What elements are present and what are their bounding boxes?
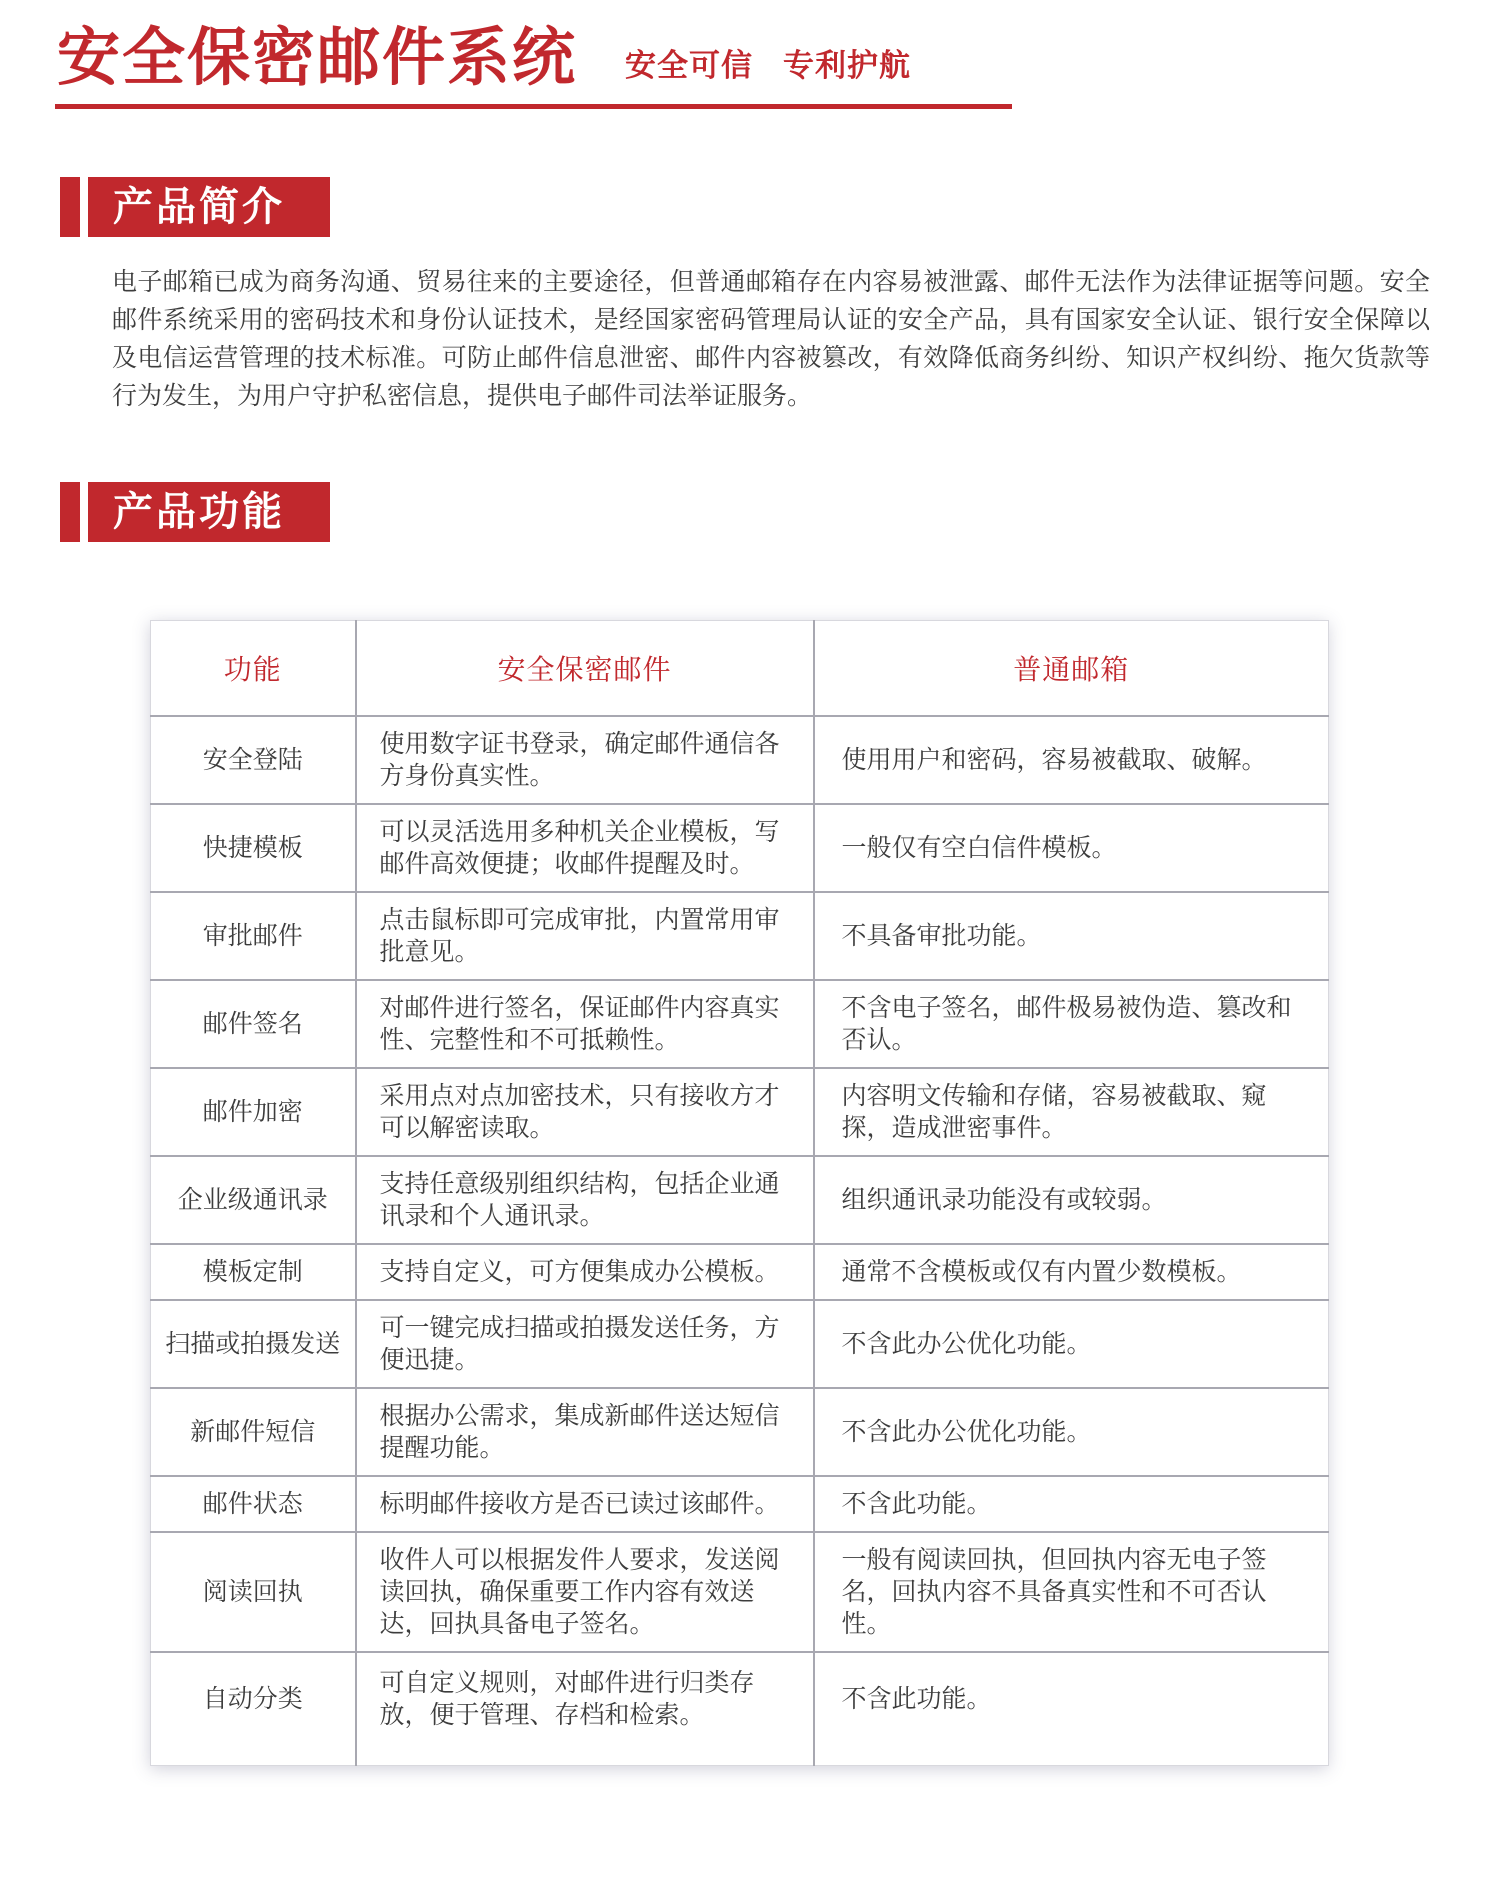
secure-mail-cell: 支持自定义，可方便集成办公模板。 bbox=[356, 1244, 814, 1300]
table-row bbox=[151, 980, 1329, 1068]
title-underline-divider bbox=[55, 104, 1012, 109]
section-heading-intro: 产品简介 bbox=[88, 177, 330, 237]
page-subtitle bbox=[625, 40, 911, 85]
secure-mail-cell: 标明邮件接收方是否已读过该邮件。 bbox=[356, 1476, 814, 1532]
feature-name-cell: 自动分类 bbox=[151, 1652, 356, 1766]
feature-name-cell: 模板定制 bbox=[151, 1244, 356, 1300]
banner-accent-bar bbox=[60, 482, 80, 542]
feature-name-cell: 快捷模板 bbox=[151, 804, 356, 892]
ordinary-mail-cell: 组织通讯录功能没有或较弱。 bbox=[814, 1156, 1329, 1244]
table-row bbox=[151, 1244, 1329, 1300]
table-row bbox=[151, 1300, 1329, 1388]
table-row bbox=[151, 892, 1329, 980]
feature-comparison-table-wrap bbox=[150, 620, 1328, 1766]
subtitle-phrase-trusted: 安全可信 bbox=[625, 48, 753, 84]
feature-name-cell: 邮件加密 bbox=[151, 1068, 356, 1156]
feature-comparison-table bbox=[150, 620, 1329, 1766]
feature-name-cell: 审批邮件 bbox=[151, 892, 356, 980]
secure-mail-cell: 可以灵活选用多种机关企业模板，写邮件高效便捷；收邮件提醒及时。 bbox=[356, 804, 814, 892]
subtitle-phrase-patent: 专利护航 bbox=[783, 48, 911, 84]
ordinary-mail-cell: 不含电子签名，邮件极易被伪造、篡改和否认。 bbox=[814, 980, 1329, 1068]
table-row bbox=[151, 1532, 1329, 1652]
ordinary-mail-cell: 不含此办公优化功能。 bbox=[814, 1300, 1329, 1388]
table-row bbox=[151, 1068, 1329, 1156]
feature-name-cell: 企业级通讯录 bbox=[151, 1156, 356, 1244]
banner-accent-bar bbox=[60, 177, 80, 237]
column-header: 功能 bbox=[151, 621, 356, 716]
ordinary-mail-cell: 不具备审批功能。 bbox=[814, 892, 1329, 980]
secure-mail-cell: 可一键完成扫描或拍摄发送任务，方便迅捷。 bbox=[356, 1300, 814, 1388]
table-row bbox=[151, 1476, 1329, 1532]
secure-mail-cell: 对邮件进行签名，保证邮件内容真实性、完整性和不可抵赖性。 bbox=[356, 980, 814, 1068]
ordinary-mail-cell: 内容明文传输和存储，容易被截取、窥探，造成泄密事件。 bbox=[814, 1068, 1329, 1156]
ordinary-mail-cell: 不含此办公优化功能。 bbox=[814, 1388, 1329, 1476]
table-row bbox=[151, 716, 1329, 804]
column-header: 普通邮箱 bbox=[814, 621, 1329, 716]
ordinary-mail-cell: 一般有阅读回执，但回执内容无电子签名，回执内容不具备真实性和不可否认性。 bbox=[814, 1532, 1329, 1652]
section-heading-features: 产品功能 bbox=[88, 482, 330, 542]
table-header-row bbox=[151, 621, 1329, 716]
feature-name-cell: 邮件签名 bbox=[151, 980, 356, 1068]
section-banner-features bbox=[60, 482, 330, 542]
secure-mail-cell: 收件人可以根据发件人要求，发送阅读回执，确保重要工作内容有效送达，回执具备电子签名。 bbox=[356, 1532, 814, 1652]
feature-name-cell: 阅读回执 bbox=[151, 1532, 356, 1652]
ordinary-mail-cell: 不含此功能。 bbox=[814, 1652, 1329, 1766]
secure-mail-cell: 根据办公需求，集成新邮件送达短信提醒功能。 bbox=[356, 1388, 814, 1476]
page-header bbox=[57, 22, 911, 94]
feature-name-cell: 安全登陆 bbox=[151, 716, 356, 804]
column-header: 安全保密邮件 bbox=[356, 621, 814, 716]
ordinary-mail-cell: 不含此功能。 bbox=[814, 1476, 1329, 1532]
ordinary-mail-cell: 使用用户和密码，容易被截取、破解。 bbox=[814, 716, 1329, 804]
feature-name-cell: 新邮件短信 bbox=[151, 1388, 356, 1476]
secure-mail-cell: 使用数字证书登录，确定邮件通信各方身份真实性。 bbox=[356, 716, 814, 804]
feature-name-cell: 扫描或拍摄发送 bbox=[151, 1300, 356, 1388]
table-row bbox=[151, 1388, 1329, 1476]
table-body bbox=[151, 716, 1329, 1766]
table-row bbox=[151, 1652, 1329, 1766]
ordinary-mail-cell: 通常不含模板或仅有内置少数模板。 bbox=[814, 1244, 1329, 1300]
feature-name-cell: 邮件状态 bbox=[151, 1476, 356, 1532]
secure-mail-cell: 可自定义规则，对邮件进行归类存放，便于管理、存档和检索。 bbox=[356, 1652, 814, 1766]
secure-mail-cell: 采用点对点加密技术，只有接收方才可以解密读取。 bbox=[356, 1068, 814, 1156]
section-banner-intro bbox=[60, 177, 330, 237]
table-row bbox=[151, 1156, 1329, 1244]
page-title: 安全保密邮件系统 bbox=[57, 23, 577, 93]
table-row bbox=[151, 804, 1329, 892]
intro-paragraph: 电子邮箱已成为商务沟通、贸易往来的主要途径，但普通邮箱存在内容易被泄露、邮件无法作为法律证据等问题。安全邮件系统采用的密码技术和身份认证技术，是经国家密码管理局认证的安全产品，具有国家安全认证、银行安全保障以及电信运营管理的技术标准。可防止邮件信息泄密、邮件内容被篡改，有效降低商务纠纷、知识产权纠纷、拖欠货款等行为发生，为用户守护私密信息，提供电子邮件司法举证服务。 bbox=[112, 268, 1430, 410]
secure-mail-cell: 支持任意级别组织结构，包括企业通讯录和个人通讯录。 bbox=[356, 1156, 814, 1244]
secure-mail-cell: 点击鼠标即可完成审批，内置常用审批意见。 bbox=[356, 892, 814, 980]
ordinary-mail-cell: 一般仅有空白信件模板。 bbox=[814, 804, 1329, 892]
